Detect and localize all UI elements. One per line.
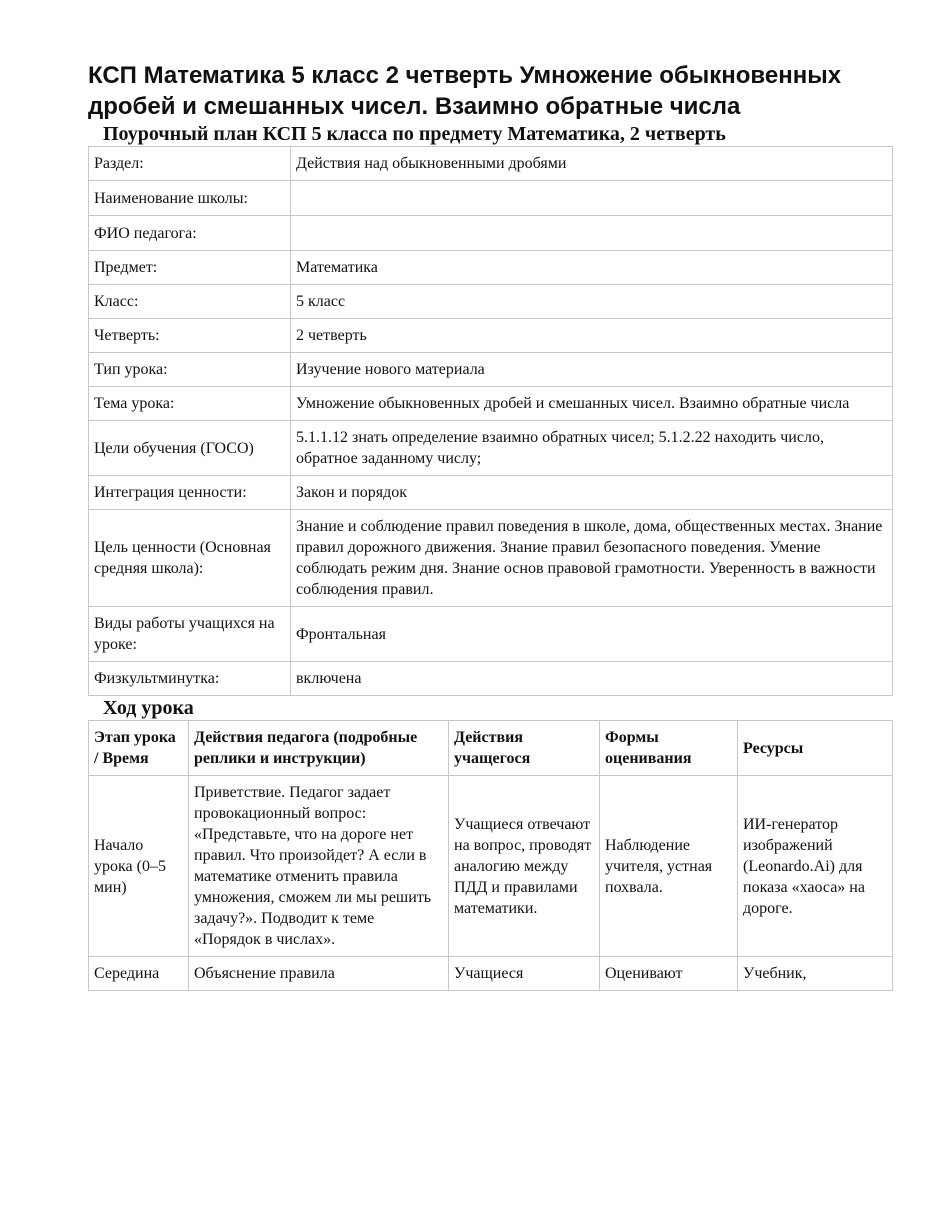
cell-teacher-actions: Объяснение правила [189, 957, 449, 991]
header-resources: Ресурсы [738, 721, 893, 776]
document-page [88, 60, 893, 991]
header-teacher-actions: Действия педагога (подробные реплики и инструкции) [189, 721, 449, 776]
cell-student-actions: Учащиеся [449, 957, 600, 991]
info-row [89, 147, 893, 181]
info-label: Раздел: [89, 147, 291, 181]
info-value: Умножение обыкновенных дробей и смешанных чисел. Взаимно обратные числа [291, 387, 893, 421]
info-value: Знание и соблюдение правил поведения в школе, дома, общественных местах. Знание правил дорожного движения. Знание правил безопасного поведения. Умение соблюдать режим дня. Знание основ правовой грамотности. Уверенность в важности соблюдения правил. [291, 510, 893, 607]
info-label: Тип урока: [89, 353, 291, 387]
info-value: Математика [291, 251, 893, 285]
info-label: Цель ценности (Основная средняя школа): [89, 510, 291, 607]
cell-resources: ИИ-генератор изображений (Leonardo.Ai) для показа «хаоса» на дороге. [738, 776, 893, 957]
document-title: КСП Математика 5 класс 2 четверть Умножение обыкновенных дробей и смешанных чисел. Взаимно обратные числа [88, 62, 842, 120]
flow-row [89, 957, 893, 991]
cell-resources: Учебник, [738, 957, 893, 991]
info-value: Фронтальная [291, 607, 893, 662]
info-row [89, 353, 893, 387]
info-label: Интеграция ценности: [89, 476, 291, 510]
cell-stage: Начало урока (0–5 мин) [89, 776, 189, 957]
cell-assessment: Наблюдение учителя, устная похвала. [600, 776, 738, 957]
cell-student-actions: Учащиеся отвечают на вопрос, проводят аналогию между ПДД и правилами математики. [449, 776, 600, 957]
info-value: Действия над обыкновенными дробями [291, 147, 893, 181]
info-label: Предмет: [89, 251, 291, 285]
lesson-flow-table [88, 720, 893, 991]
info-label: Четверть: [89, 319, 291, 353]
info-row [89, 216, 893, 251]
info-row [89, 387, 893, 421]
info-label: Физкультминутка: [89, 662, 291, 696]
lesson-info-table [88, 146, 893, 696]
info-label: ФИО педагога: [89, 216, 291, 251]
header-student-actions: Действия учащегося [449, 721, 600, 776]
info-label: Наименование школы: [89, 181, 291, 216]
info-row [89, 319, 893, 353]
cell-assessment: Оценивают [600, 957, 738, 991]
info-value: 5 класс [291, 285, 893, 319]
info-value: 5.1.1.12 знать определение взаимно обратных чисел; 5.1.2.22 находить число, обратное заданному числу; [291, 421, 893, 476]
info-value [291, 216, 893, 251]
info-value: Изучение нового материала [291, 353, 893, 387]
info-label: Виды работы учащихся на уроке: [89, 607, 291, 662]
info-row [89, 607, 893, 662]
info-label: Цели обучения (ГОСО) [89, 421, 291, 476]
info-value: Закон и порядок [291, 476, 893, 510]
flow-row [89, 776, 893, 957]
info-row [89, 285, 893, 319]
info-label: Класс: [89, 285, 291, 319]
info-row [89, 421, 893, 476]
info-row [89, 510, 893, 607]
info-row [89, 662, 893, 696]
info-label: Тема урока: [89, 387, 291, 421]
cell-stage: Середина [89, 957, 189, 991]
info-value: включена [291, 662, 893, 696]
info-row [89, 251, 893, 285]
info-row [89, 181, 893, 216]
info-row [89, 476, 893, 510]
info-value [291, 181, 893, 216]
flow-heading: Ход урока [103, 697, 194, 719]
flow-header-row [89, 721, 893, 776]
plan-heading: Поурочный план КСП 5 класса по предмету Математика, 2 четверть [103, 123, 726, 145]
header-stage: Этап урока / Время [89, 721, 189, 776]
info-value: 2 четверть [291, 319, 893, 353]
cell-teacher-actions: Приветствие. Педагог задает провокационный вопрос: «Представьте, что на дороге нет правил. Что произойдет? А если в математике отменить правила умножения, сможем ли мы решить задачу?». Подводит к теме «Порядок в числах». [189, 776, 449, 957]
header-assessment: Формы оценивания [600, 721, 738, 776]
